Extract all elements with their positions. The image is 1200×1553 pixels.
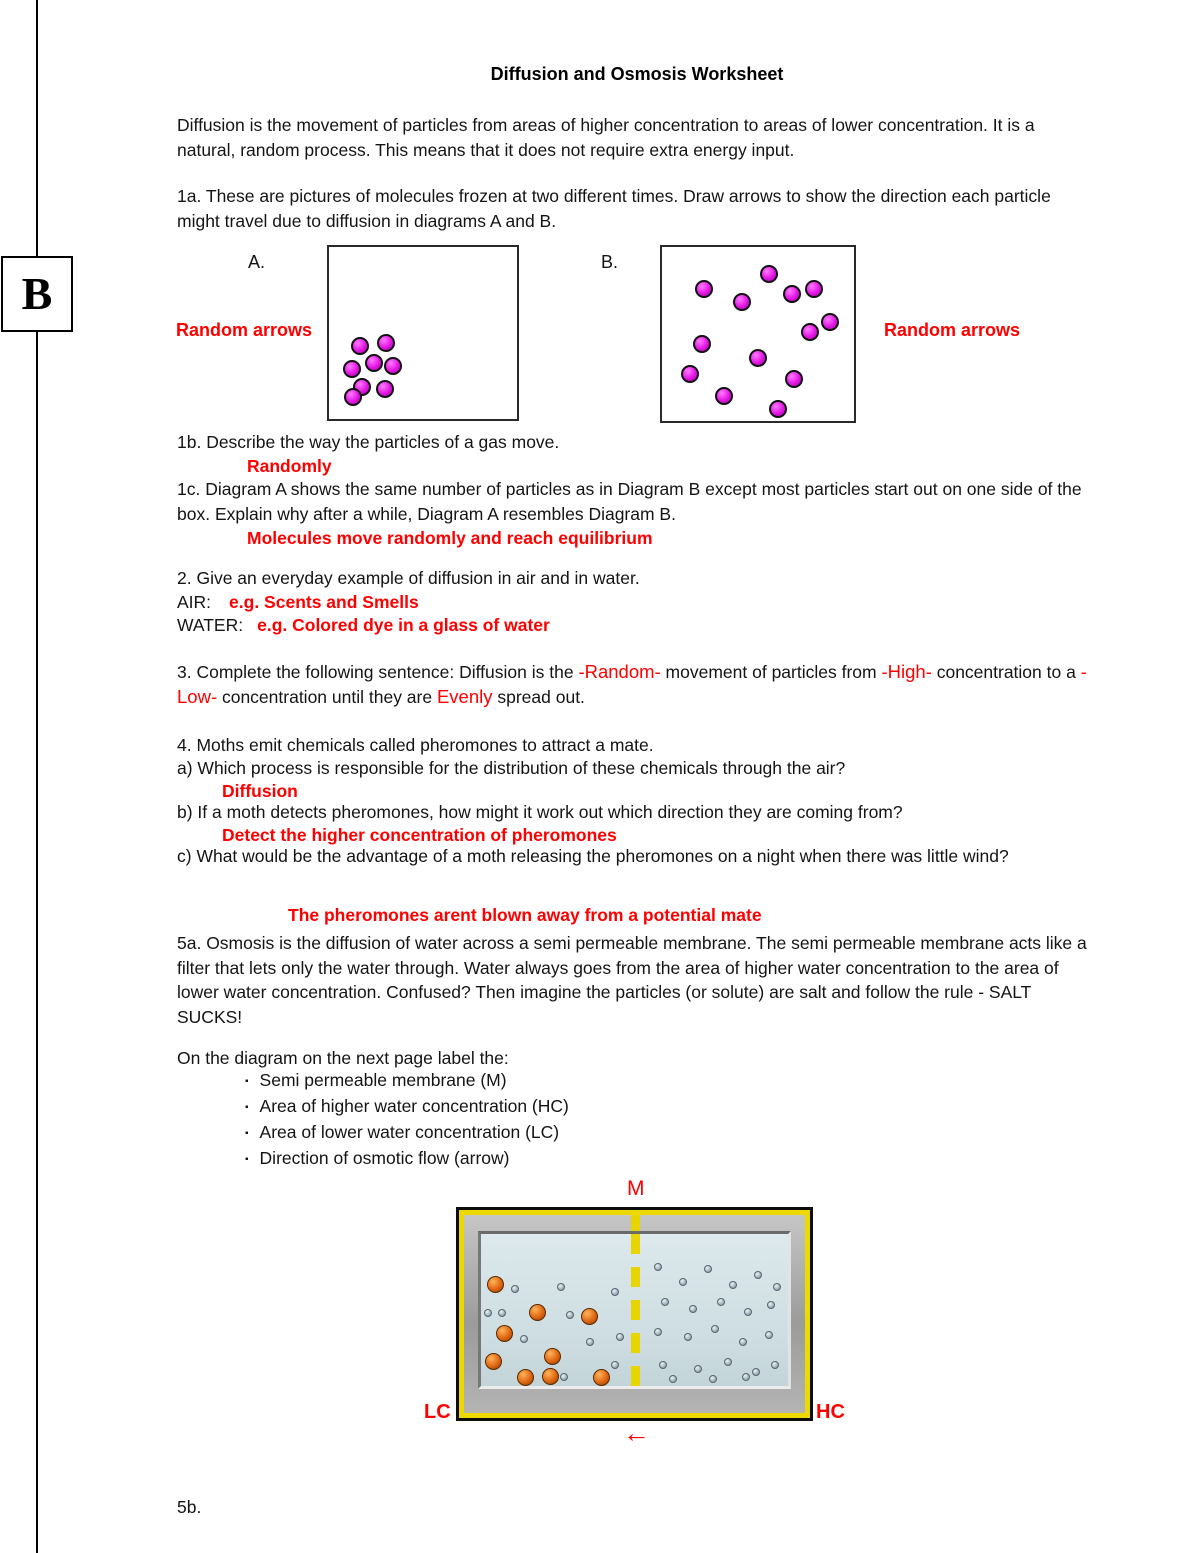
label-checklist: [245, 1068, 569, 1172]
water-molecule: [771, 1361, 779, 1369]
diagram-a-box: [327, 245, 519, 421]
water-molecule: [694, 1365, 702, 1373]
gas-molecule: [749, 349, 767, 367]
water-molecule: [560, 1373, 568, 1381]
label-bullet-membrane: ▪ Semi permeable membrane (M): [245, 1068, 569, 1094]
label-bullet-flow: ▪ Direction of osmotic flow (arrow): [245, 1146, 569, 1172]
gas-molecule: [365, 354, 383, 372]
water-molecule: [661, 1298, 669, 1306]
q4a-text: a) Which process is responsible for the distribution of these chemicals through the air?: [177, 758, 846, 778]
water-molecule: [765, 1331, 773, 1339]
solute-particle: [542, 1368, 559, 1385]
diagram-a-molecules: [329, 247, 517, 419]
solute-particle: [487, 1276, 504, 1293]
q4c-text: c) What would be the advantage of a moth releasing the pheromones on a night when there was little wind?: [177, 846, 1009, 866]
label-bullet-higher: ▪ Area of higher water concentration (HC): [245, 1094, 569, 1120]
q3-text-1: 3. Complete the following sentence: Diffusion is the: [177, 662, 579, 682]
q4-text: 4. Moths emit chemicals called pheromones to attract a mate.: [177, 735, 654, 755]
q2-water-answer: e.g. Colored dye in a glass of water: [257, 615, 550, 635]
q3-answer-low: -Low-: [177, 661, 1087, 707]
q2-water-line: [177, 613, 1097, 638]
water-molecule: [566, 1311, 574, 1319]
gas-molecule: [733, 293, 751, 311]
q4a-answer: Diffusion: [222, 781, 298, 801]
water-molecule: [709, 1375, 717, 1383]
solute-particle: [581, 1308, 598, 1325]
gas-molecule: [681, 365, 699, 383]
diagram-b-label: B.: [601, 252, 619, 272]
q3-answer-random: -Random-: [578, 661, 661, 682]
semi-permeable-membrane: [631, 1234, 640, 1386]
gas-molecule: [693, 335, 711, 353]
q1c-answer: Molecules move randomly and reach equilibrium: [247, 528, 653, 548]
diagram-a-label: A.: [248, 252, 266, 272]
water-molecule: [586, 1338, 594, 1346]
osmotic-flow-arrow: ←: [623, 1418, 650, 1448]
tank-walls: [464, 1215, 805, 1413]
solute-particle: [485, 1353, 502, 1370]
water-molecule: [511, 1285, 519, 1293]
low-concentration-label: LC: [424, 1401, 451, 1423]
water-molecule: [729, 1281, 737, 1289]
diagram-b-molecules: [662, 247, 854, 421]
q3-text-3: concentration to a: [931, 662, 1081, 682]
water-molecule: [767, 1301, 775, 1309]
water-molecule: [754, 1271, 762, 1279]
q4b-text: b) If a moth detects pheromones, how might it work out which direction they are coming from?: [177, 802, 903, 822]
water-molecule: [689, 1305, 697, 1313]
page-margin-rule: [36, 0, 38, 1553]
water-molecule: [611, 1288, 619, 1296]
solute-particle: [517, 1369, 534, 1386]
water-molecule: [724, 1358, 732, 1366]
solute-particle: [529, 1304, 546, 1321]
gas-molecule: [376, 380, 394, 398]
solute-particle: [496, 1325, 513, 1342]
water-molecule: [654, 1328, 662, 1336]
gas-molecule: [715, 387, 733, 405]
intro-paragraph: Diffusion is the movement of particles from areas of higher concentration to areas of lower concentration. It is a natural, random process. This means that it does not require extra energy input.: [177, 115, 1035, 160]
gas-molecule: [344, 388, 362, 406]
q3-text-2: movement of particles from: [660, 662, 882, 682]
solute-particle: [544, 1348, 561, 1365]
gas-molecule: [805, 280, 823, 298]
q2-air-line: [177, 590, 1097, 615]
tank-interior: [478, 1231, 791, 1389]
water-molecule: [498, 1309, 506, 1317]
tank-yellow-frame: [459, 1210, 810, 1418]
water-molecule: [684, 1333, 692, 1341]
gas-molecule: [384, 357, 402, 375]
q2-water-label: WATER:: [177, 615, 244, 635]
water-molecule: [744, 1308, 752, 1316]
random-arrows-annotation-right: Random arrows: [884, 320, 1021, 340]
margin-letter-box: [1, 256, 73, 332]
water-molecule: [773, 1283, 781, 1291]
water-molecule: [659, 1361, 667, 1369]
gas-molecule: [351, 337, 369, 355]
gas-molecule: [377, 334, 395, 352]
water-molecule: [654, 1263, 662, 1271]
q5a-text: 5a. Osmosis is the diffusion of water across a semi permeable membrane. The semi permeable membrane acts like a filter that lets only the water through. Water always goes from the area of higher water concentration to the area of lower water concentration. Confused? Then imagine the particles (or solute) are salt and follow the rule - SALT SUCKS!: [177, 933, 1087, 1027]
water-molecule: [711, 1325, 719, 1333]
membrane-label: M: [627, 1177, 645, 1200]
water-molecule: [679, 1278, 687, 1286]
margin-letter: B: [21, 268, 53, 319]
q3-answer-high: -High-: [881, 661, 932, 682]
water-molecule: [484, 1309, 492, 1317]
membrane-top-segment: [631, 1215, 640, 1231]
gas-molecule: [695, 280, 713, 298]
q4b-answer: Detect the higher concentration of pheromones: [222, 825, 617, 845]
q1b-answer: Randomly: [247, 456, 332, 476]
solute-particle: [593, 1369, 610, 1386]
q3-answer-evenly: Evenly: [436, 685, 493, 707]
high-concentration-label: HC: [816, 1401, 845, 1423]
gas-molecule: [343, 360, 361, 378]
q3-text-4: concentration until they are: [217, 686, 437, 707]
water-molecule: [669, 1375, 677, 1383]
osmosis-tank-diagram: [456, 1207, 813, 1421]
q4c-answer: The pheromones arent blown away from a potential mate: [288, 905, 762, 925]
q5a-label-intro: On the diagram on the next page label the:: [177, 1048, 509, 1068]
water-molecule: [704, 1265, 712, 1273]
water-molecule: [752, 1368, 760, 1376]
water-molecule: [611, 1361, 619, 1369]
gas-molecule: [785, 370, 803, 388]
q2-air-label: AIR:: [177, 592, 212, 612]
q2-text: 2. Give an everyday example of diffusion in air and in water.: [177, 568, 640, 588]
water-molecule: [717, 1298, 725, 1306]
q2-air-answer: e.g. Scents and Smells: [229, 592, 419, 612]
gas-molecule: [769, 400, 787, 418]
gas-molecule: [801, 323, 819, 341]
water-molecule: [557, 1283, 565, 1291]
water-molecule: [520, 1335, 528, 1343]
gas-molecule: [821, 313, 839, 331]
random-arrows-annotation-left: Random arrows: [176, 320, 313, 340]
water-molecule: [616, 1333, 624, 1341]
q1c-text: 1c. Diagram A shows the same number of particles as in Diagram B except most particles start out on one side of the box. Explain why after a while, Diagram A resembles Diagram B.: [177, 479, 1082, 524]
q3-text-5: spread out.: [492, 686, 585, 707]
q5b-label: 5b.: [177, 1497, 202, 1517]
q1b-text: 1b. Describe the way the particles of a gas move.: [177, 432, 560, 452]
gas-molecule: [783, 285, 801, 303]
water-molecule: [742, 1373, 750, 1381]
q1a-text: 1a. These are pictures of molecules frozen at two different times. Draw arrows to show the direction each particle might travel due to diffusion in diagrams A and B.: [177, 186, 1051, 231]
gas-molecule: [760, 265, 778, 283]
q3-sentence: [177, 660, 1097, 709]
page-title: Diffusion and Osmosis Worksheet: [490, 64, 784, 84]
label-bullet-lower: ▪ Area of lower water concentration (LC): [245, 1120, 569, 1146]
water-molecule: [739, 1338, 747, 1346]
diagram-b-box: [660, 245, 856, 423]
